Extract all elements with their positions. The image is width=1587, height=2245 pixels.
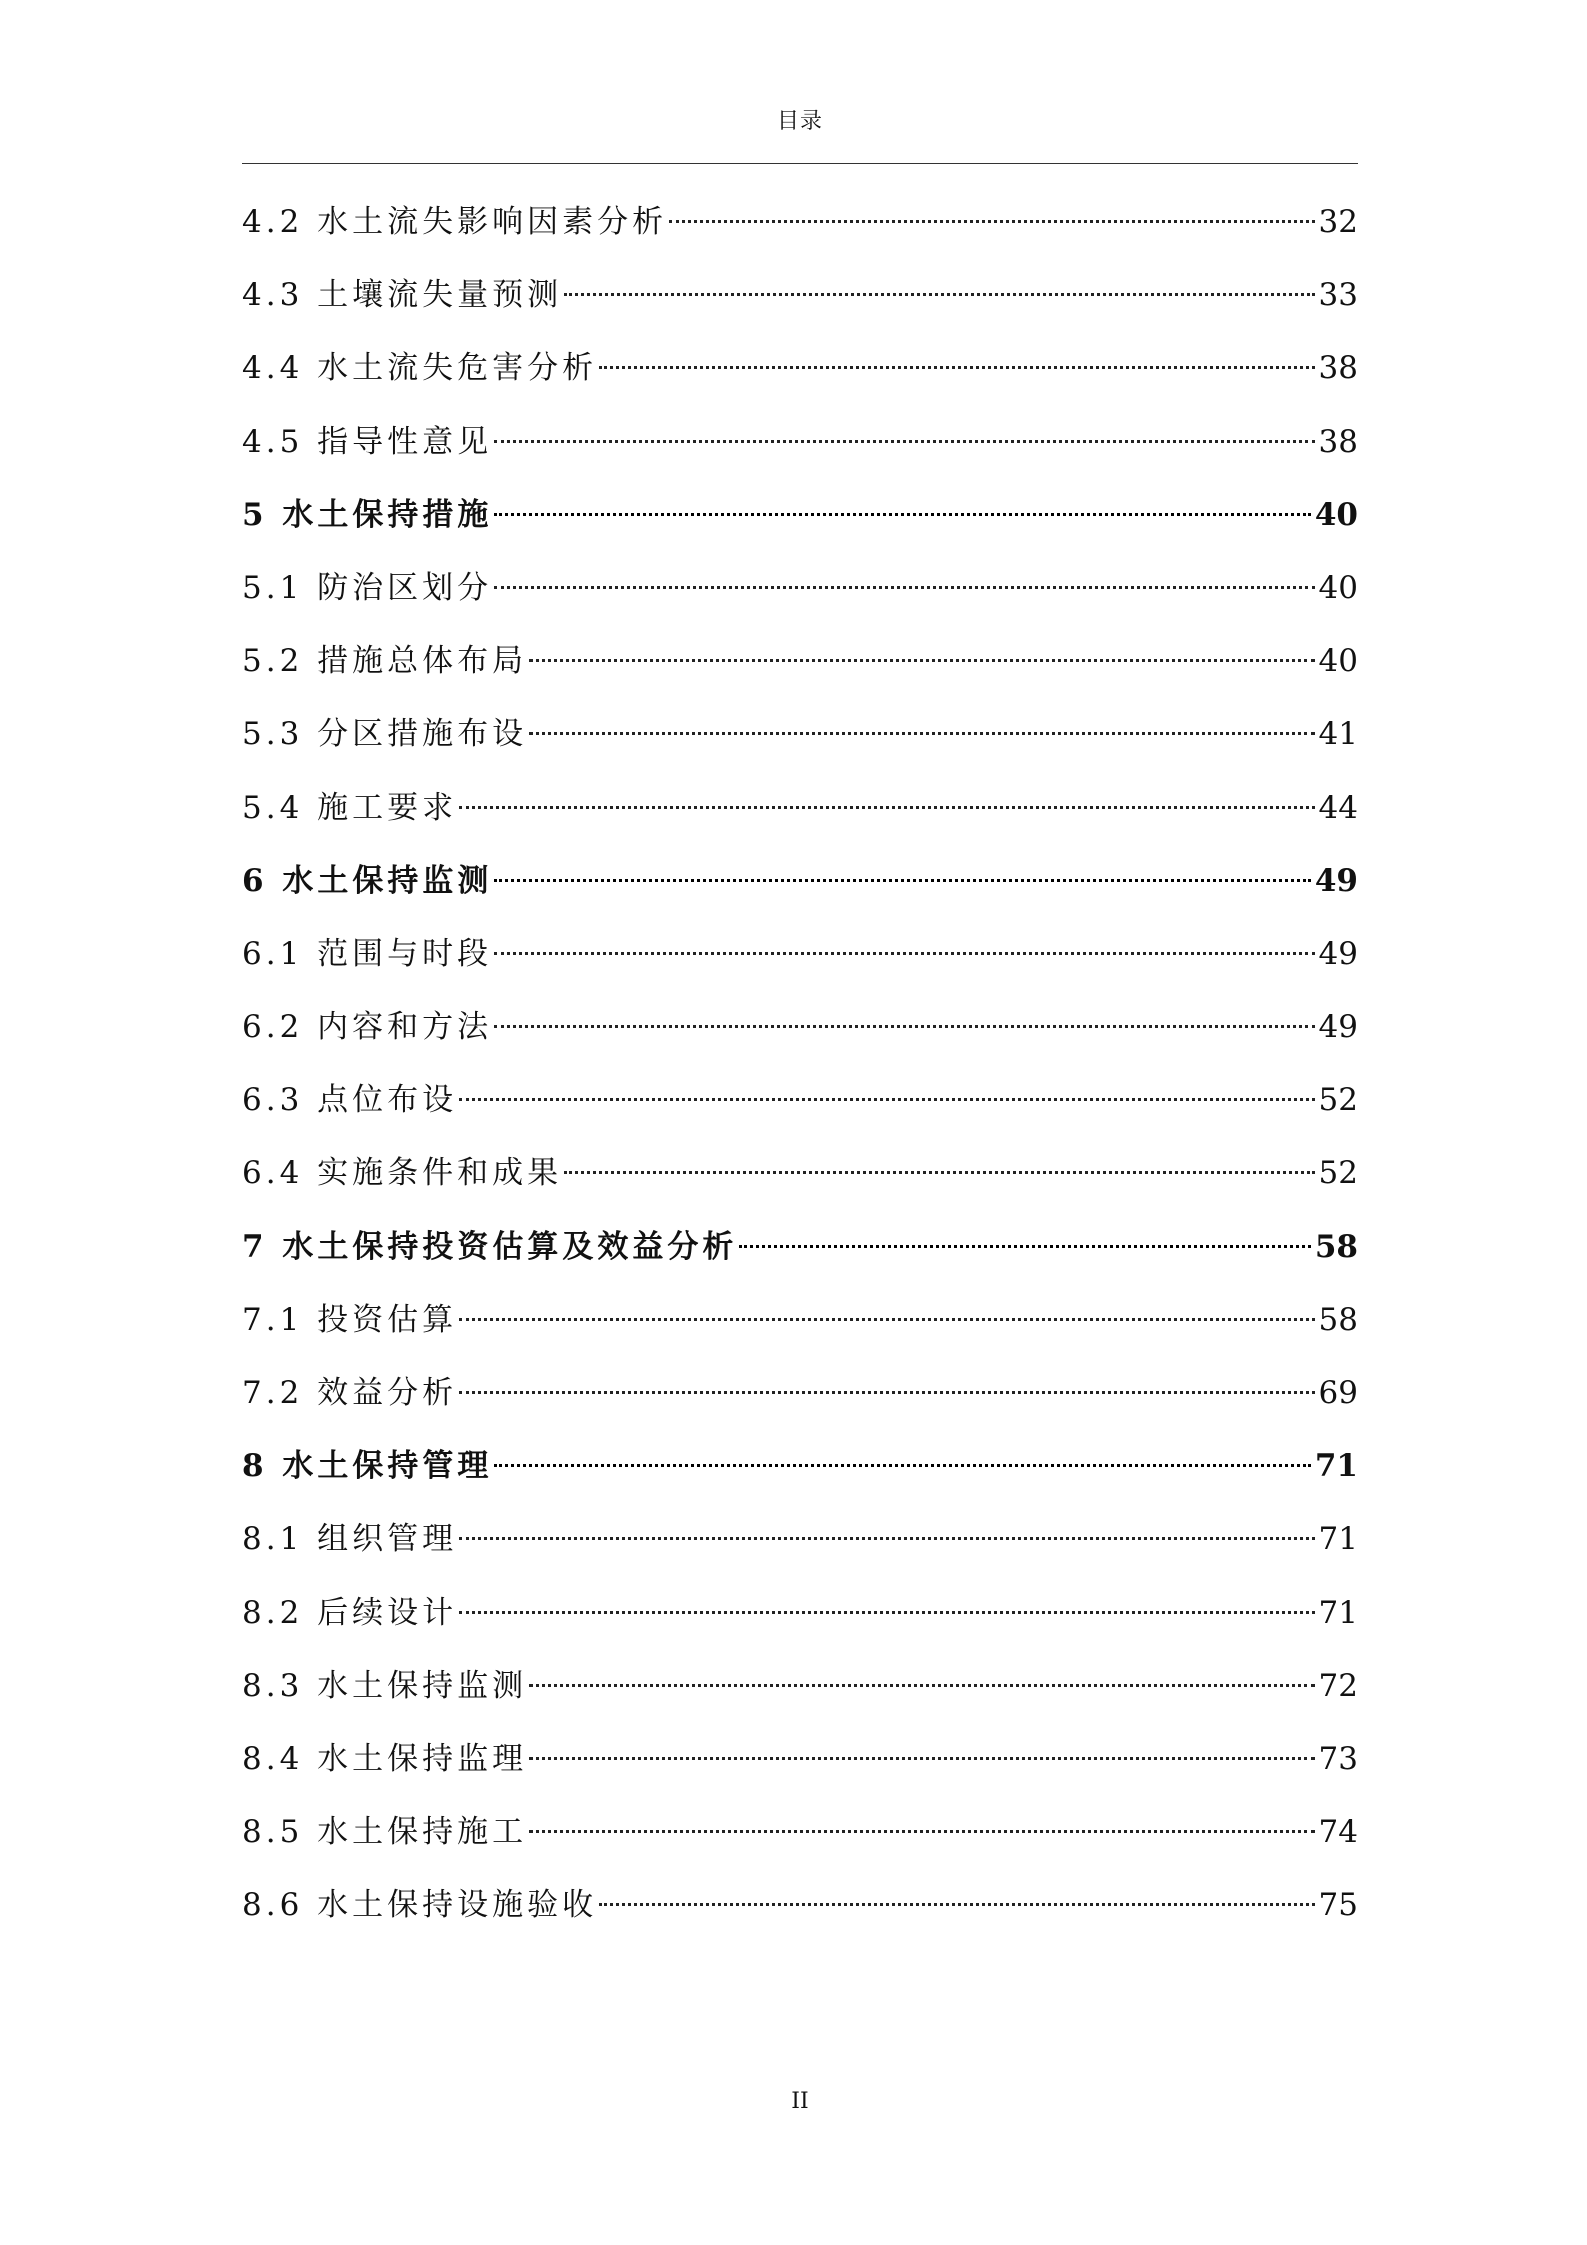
- toc-dot-leader: [564, 1171, 1314, 1174]
- toc-entry-page: 52: [1318, 1155, 1358, 1192]
- toc-entry-page: 32: [1318, 204, 1358, 240]
- toc-entry-label: 5.2 措施总体布局: [242, 643, 528, 680]
- toc-entry[interactable]: [242, 1357, 1358, 1430]
- toc-dot-leader: [494, 952, 1314, 955]
- toc-entry-page: 58: [1314, 1228, 1358, 1265]
- toc-entry-label: 7.2 效益分析: [242, 1375, 458, 1411]
- toc-entry[interactable]: [242, 1137, 1358, 1210]
- toc-entry-page: 40: [1318, 643, 1358, 680]
- header-divider: [242, 163, 1358, 164]
- toc-entry[interactable]: [242, 1723, 1358, 1796]
- toc-entry-label: 8.3 水土保持监测: [242, 1667, 528, 1704]
- toc-entry-page: 75: [1318, 1887, 1358, 1924]
- toc-entry[interactable]: [242, 991, 1358, 1064]
- toc-entry-label: 7 水土保持投资估算及效益分析: [242, 1228, 738, 1265]
- toc-entry-label: 8.2 后续设计: [242, 1594, 458, 1631]
- toc-entry-page: 38: [1318, 423, 1358, 460]
- toc-entry-page: 41: [1318, 716, 1358, 753]
- toc-entry[interactable]: [242, 552, 1358, 625]
- toc-entry[interactable]: [242, 406, 1358, 479]
- toc-entry-label: 8.4 水土保持监理: [242, 1740, 528, 1777]
- toc-chapter-entry[interactable]: [242, 845, 1358, 918]
- toc-entry[interactable]: [242, 918, 1358, 991]
- toc-entry-page: 49: [1314, 862, 1358, 899]
- toc-chapter-entry[interactable]: [242, 1211, 1358, 1284]
- toc-entry[interactable]: [242, 1650, 1358, 1723]
- toc-dot-leader: [529, 1684, 1314, 1687]
- toc-entry[interactable]: [242, 1064, 1358, 1137]
- toc-entry-page: 38: [1318, 350, 1358, 387]
- toc-entry[interactable]: [242, 625, 1358, 698]
- toc-entry[interactable]: [242, 1577, 1358, 1650]
- toc-entry-page: 71: [1318, 1594, 1358, 1631]
- toc-entry-page: 74: [1318, 1814, 1358, 1851]
- toc-dot-leader: [494, 879, 1310, 882]
- toc-entry-label: 6 水土保持监测: [242, 862, 493, 899]
- toc-dot-leader: [459, 1098, 1314, 1101]
- toc-entry-page: 72: [1318, 1667, 1358, 1704]
- toc-entry-label: 8.1 组织管理: [242, 1521, 458, 1558]
- toc-dot-leader: [529, 732, 1314, 735]
- toc-entry-page: 71: [1314, 1448, 1358, 1485]
- toc-chapter-entry[interactable]: [242, 479, 1358, 552]
- toc-dot-leader: [459, 1611, 1314, 1614]
- toc-entry[interactable]: [242, 186, 1358, 259]
- toc-dot-leader: [494, 1025, 1314, 1028]
- toc-entry[interactable]: [242, 332, 1358, 405]
- toc-dot-leader: [494, 513, 1310, 516]
- toc-entry-label: 5.1 防治区划分: [242, 569, 493, 606]
- toc-entry-page: 49: [1318, 1009, 1358, 1046]
- toc-entry-label: 6.4 实施条件和成果: [242, 1155, 563, 1192]
- toc-entry[interactable]: [242, 1284, 1358, 1357]
- toc-dot-leader: [599, 366, 1314, 369]
- toc-entry-label: 4.3 土壤流失量预测: [242, 277, 563, 314]
- toc-entry-page: 71: [1318, 1521, 1358, 1558]
- toc-entry-page: 52: [1318, 1082, 1358, 1119]
- toc-entry-label: 8.5 水土保持施工: [242, 1814, 528, 1851]
- toc-entry[interactable]: [242, 698, 1358, 771]
- toc-entry-label: 6.1 范围与时段: [242, 935, 493, 972]
- toc-entry-page: 49: [1318, 935, 1358, 972]
- page-number: II: [791, 2089, 809, 2114]
- toc-entry[interactable]: [242, 772, 1358, 845]
- toc-entry-label: 5 水土保持措施: [242, 496, 493, 533]
- toc-entry-page: 33: [1318, 277, 1358, 314]
- toc-dot-leader: [459, 806, 1314, 809]
- toc-dot-leader: [529, 1757, 1314, 1760]
- toc-entry-label: 5.3 分区措施布设: [242, 716, 528, 753]
- toc-dot-leader: [739, 1245, 1310, 1248]
- toc-entry-page: 69: [1318, 1375, 1358, 1411]
- toc-entry-page: 73: [1318, 1740, 1358, 1777]
- toc-entry-label: 4.2 水土流失影响因素分析: [242, 204, 668, 240]
- page-header-title: 目录: [776, 109, 823, 134]
- toc-entry-label: 4.5 指导性意见: [242, 423, 493, 460]
- toc-entry-label: 8 水土保持管理: [242, 1448, 493, 1485]
- toc-entry-label: 8.6 水土保持设施验收: [242, 1887, 598, 1924]
- table-of-contents: [242, 186, 1358, 1943]
- toc-entry-label: 6.3 点位布设: [242, 1082, 458, 1119]
- toc-dot-leader: [459, 1537, 1314, 1540]
- toc-entry[interactable]: [242, 1796, 1358, 1869]
- toc-chapter-entry[interactable]: [242, 1430, 1358, 1503]
- toc-entry-label: 7.1 投资估算: [242, 1301, 458, 1338]
- toc-dot-leader: [459, 1318, 1314, 1321]
- toc-dot-leader: [459, 1391, 1314, 1394]
- toc-dot-leader: [669, 220, 1314, 223]
- toc-entry-label: 5.4 施工要求: [242, 789, 458, 826]
- toc-entry-label: 6.2 内容和方法: [242, 1009, 493, 1046]
- toc-entry[interactable]: [242, 1869, 1358, 1942]
- toc-entry-page: 40: [1314, 496, 1358, 533]
- toc-dot-leader: [564, 293, 1314, 296]
- toc-dot-leader: [494, 440, 1314, 443]
- toc-dot-leader: [529, 1830, 1314, 1833]
- toc-entry[interactable]: [242, 259, 1358, 332]
- toc-dot-leader: [599, 1903, 1314, 1906]
- toc-entry[interactable]: [242, 1503, 1358, 1576]
- toc-dot-leader: [494, 586, 1314, 589]
- toc-entry-page: 40: [1318, 569, 1358, 606]
- toc-entry-label: 4.4 水土流失危害分析: [242, 350, 598, 387]
- toc-dot-leader: [529, 659, 1314, 662]
- toc-entry-page: 58: [1318, 1301, 1358, 1338]
- toc-dot-leader: [494, 1464, 1310, 1467]
- toc-entry-page: 44: [1318, 789, 1358, 826]
